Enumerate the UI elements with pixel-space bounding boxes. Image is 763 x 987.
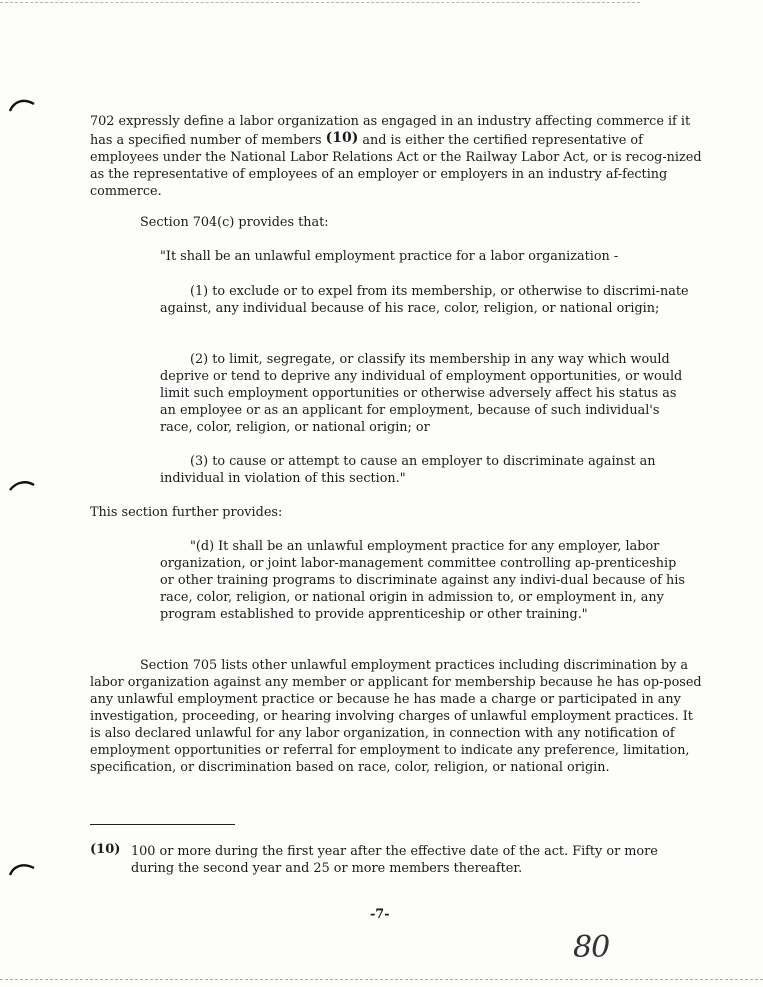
punch-mark-icon bbox=[8, 862, 36, 876]
quote-item-1: (1) to exclude or to expel from its membership, or otherwise to discrimi-nate against, any individual because of his race, color, religion, or national origin; bbox=[160, 284, 689, 316]
top-edge-dash bbox=[0, 2, 640, 3]
quote-subsection-d: "(d) It shall be an unlawful employment practice for any employer, labor organization, or joint labor-management committee controlling ap-prenticeship or other training programs to discriminate against any indivi-dual because of his race, color, religion, or national origin in admission to, or employment in, any program established to provide apprenticeship or other training." bbox=[160, 539, 685, 622]
paragraph-continuation bbox=[90, 113, 702, 200]
paragraph-text: 702 expressly define a labor organization as engaged in an industry affecting commerce if it has a specified number of members bbox=[90, 114, 691, 148]
section-705-paragraph: Section 705 lists other unlawful employment practices including discrimination by a labor organization against any member or applicant for membership because he has op-posed any unlawful employment practice or because he has made a charge or participated in any investigation, proceeding, or hearing involving charges of unlawful employment practices. It is also declared unlawful for any labor organization, in connection with any notification of employment opportunities or referral for employment to indicate any preference, limitation, specification, or discrimination based on race, color, religion, or national origin. bbox=[90, 658, 702, 775]
footnote-divider bbox=[90, 824, 235, 825]
page-number: -7- bbox=[370, 907, 390, 922]
paragraph-text: and is either the certified representative of employees under the National Labor Relations Act or the Railway Labor Act, or is recog-nized as the representative of employees of an employer or employers in an industry af-fecting commerce. bbox=[90, 133, 702, 199]
footnote-mark: (10) bbox=[90, 842, 121, 857]
footnote-reference: (10) bbox=[325, 130, 359, 146]
quote-item-3: (3) to cause or attempt to cause an employer to discriminate against an individual in violation of this section." bbox=[160, 454, 656, 486]
section-further-provides: This section further provides: bbox=[90, 505, 283, 520]
quote-intro: "It shall be an unlawful employment practice for a labor organization - bbox=[160, 249, 619, 264]
footnote-text: 100 or more during the first year after the effective date of the act. Fifty or more during the second year and 25 or more members thereafter. bbox=[131, 844, 658, 876]
quote-item-2: (2) to limit, segregate, or classify its membership in any way which would deprive or tend to deprive any individual of employment opportunities, or would limit such employment opportunities or otherwise adversely affect his status as an employee or as an applicant for employment, because of such individual's race, color, religion, or national origin; or bbox=[160, 352, 683, 435]
handwritten-page-number: 80 bbox=[573, 930, 610, 965]
section-704c-intro: Section 704(c) provides that: bbox=[140, 215, 329, 230]
punch-mark-icon bbox=[8, 98, 36, 112]
punch-mark-icon bbox=[8, 478, 36, 492]
bottom-edge-dash bbox=[0, 979, 763, 984]
